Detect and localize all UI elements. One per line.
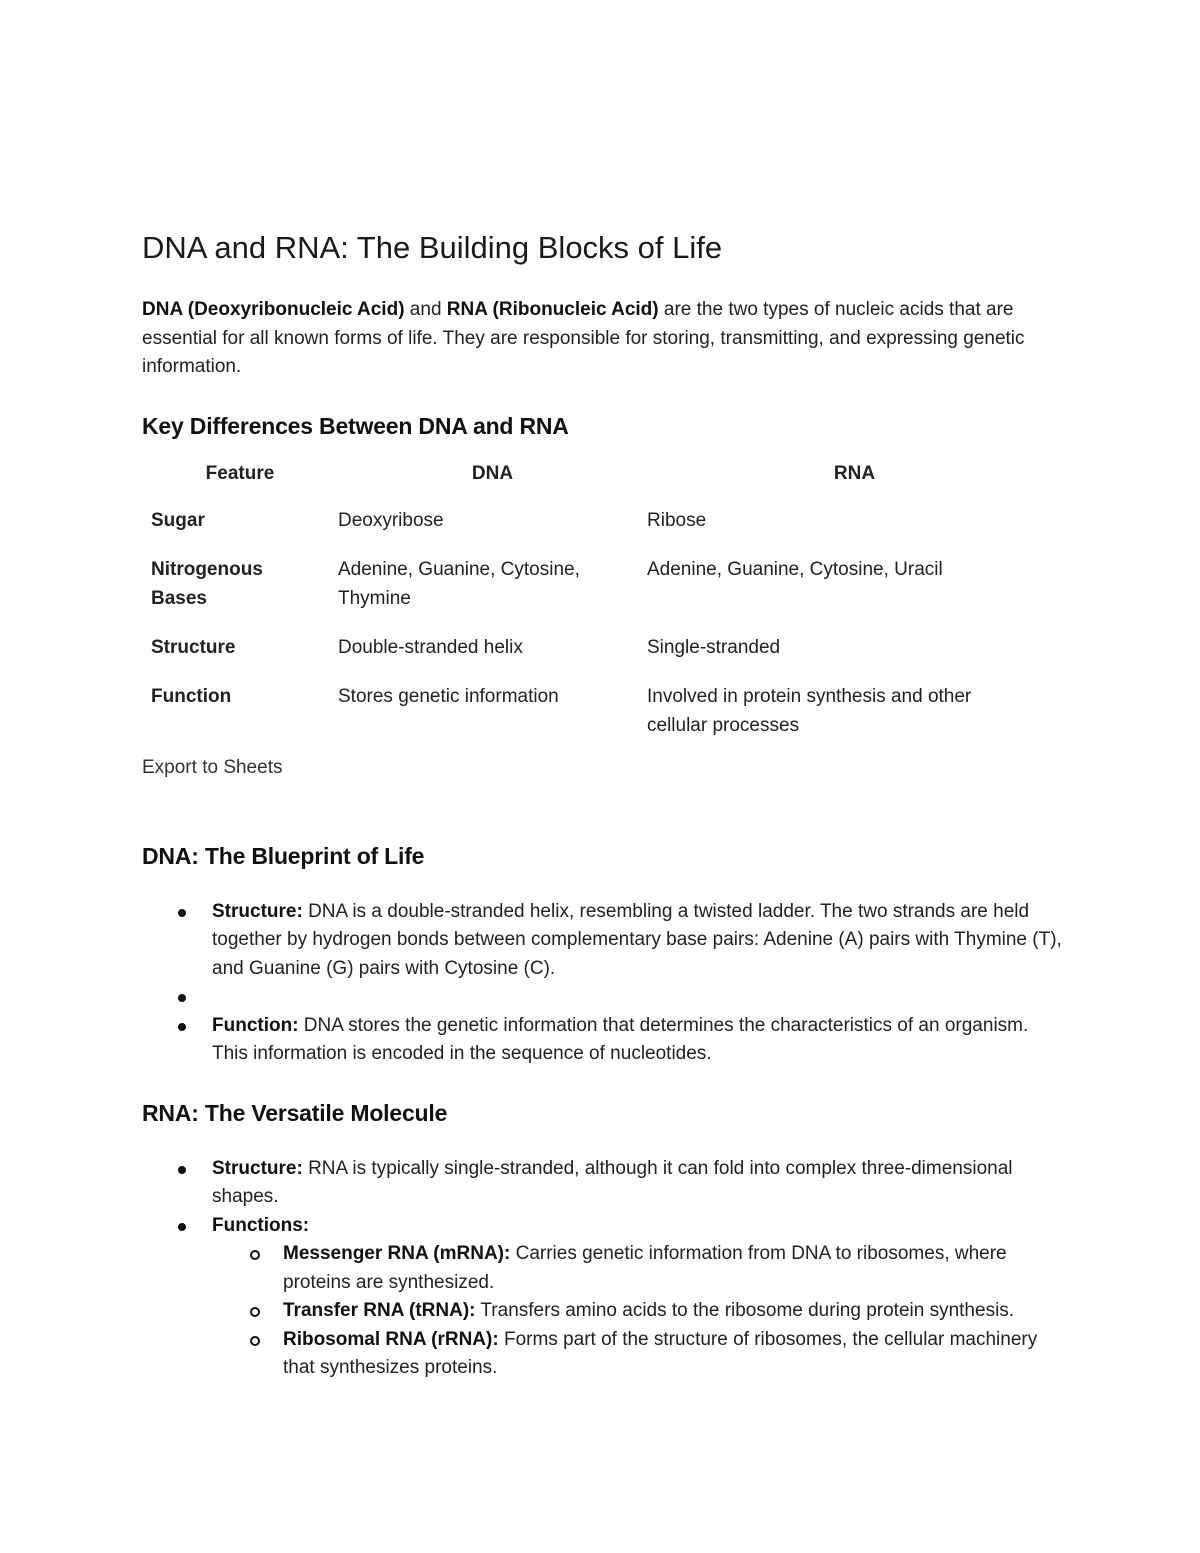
dna-term: DNA (Deoxyribonucleic Acid) — [142, 299, 405, 320]
item-text: Carries genetic information from DNA to ribosomes, where proteins are synthesized. — [283, 1243, 1007, 1293]
list-item — [142, 1012, 1062, 1069]
sublist-item — [142, 1240, 1062, 1297]
dna-section-heading: DNA: The Blueprint of Life — [142, 842, 425, 869]
document-page — [142, 226, 1062, 1383]
differences-table — [142, 460, 1062, 760]
table-row — [142, 633, 1062, 682]
item-label: Functions: — [212, 1214, 310, 1236]
item-label: Structure: — [212, 1157, 303, 1179]
rna-section-heading: RNA: The Versatile Molecule — [142, 1099, 448, 1126]
sublist-item — [142, 1326, 1062, 1383]
row-dna-value: Deoxyribose — [338, 509, 444, 531]
list-item — [142, 1212, 1062, 1383]
row-dna-value: Stores genetic information — [338, 685, 559, 707]
item-label: Function: — [212, 1014, 299, 1036]
row-rna-value: Single-stranded — [647, 636, 781, 658]
row-dna-value: Double-stranded helix — [338, 636, 523, 658]
header-dna: DNA — [471, 462, 514, 484]
document-title: DNA and RNA: The Building Blocks of Life — [142, 230, 723, 265]
item-text: Forms part of the structure of ribosomes, the cellular machinery that synthesizes proteins. — [283, 1328, 1038, 1378]
table-row — [142, 555, 1062, 633]
sublist-item — [142, 1297, 1062, 1326]
table-row — [142, 682, 1062, 760]
item-text: Transfers amino acids to the ribosome during protein synthesis. — [475, 1300, 1015, 1321]
differences-heading: Key Differences Between DNA and RNA — [142, 412, 569, 439]
rna-list — [142, 1155, 1062, 1383]
row-feature: Sugar — [151, 509, 205, 531]
row-feature: Function — [151, 685, 232, 707]
row-dna-value: Adenine, Guanine, Cytosine, Thymine — [338, 558, 580, 609]
table-header-row — [142, 460, 1062, 506]
header-feature: Feature — [205, 462, 275, 484]
row-rna-value: Ribose — [647, 509, 707, 531]
intro-and: and — [404, 299, 447, 320]
item-text: DNA is a double-stranded helix, resembling a twisted ladder. The two strands are held together by hydrogen bonds between complementary base pairs: Adenine (A) pairs with Thymine (T), and Guanine (G) pairs with Cytosine (C). — [212, 900, 1062, 979]
row-rna-value: Adenine, Guanine, Cytosine, Uracil — [647, 558, 943, 580]
row-feature: Structure — [151, 636, 236, 658]
export-to-sheets-link[interactable]: Export to Sheets — [142, 756, 283, 778]
item-text: DNA stores the genetic information that determines the characteristics of an organism. This information is encoded in the sequence of nucleotides. — [212, 1014, 1029, 1064]
dna-list — [142, 898, 1062, 1069]
item-label: Structure: — [212, 900, 303, 922]
list-item — [142, 898, 1062, 984]
intro-text: are the two types of nucleic acids that are essential for all known forms of life. They are responsible for storing, transmitting, and expressing genetic information. — [142, 299, 1025, 377]
header-rna: RNA — [833, 462, 876, 484]
row-rna-value: Involved in protein synthesis and other cellular processes — [647, 685, 972, 736]
functions-sublist — [142, 1240, 1062, 1383]
item-text: RNA is typically single-stranded, although it can fold into complex three-dimensional shapes. — [212, 1157, 1013, 1207]
item-label: Transfer RNA (tRNA): — [283, 1300, 476, 1321]
list-item-empty — [142, 983, 1062, 1012]
table-row — [142, 506, 1062, 555]
item-label: Messenger RNA (mRNA): — [283, 1243, 511, 1264]
rna-term: RNA (Ribonucleic Acid) — [446, 299, 659, 320]
item-label: Ribosomal RNA (rRNA): — [283, 1328, 499, 1350]
intro-paragraph — [142, 296, 1062, 382]
list-item — [142, 1155, 1062, 1212]
row-feature: Nitrogenous Bases — [151, 558, 263, 609]
